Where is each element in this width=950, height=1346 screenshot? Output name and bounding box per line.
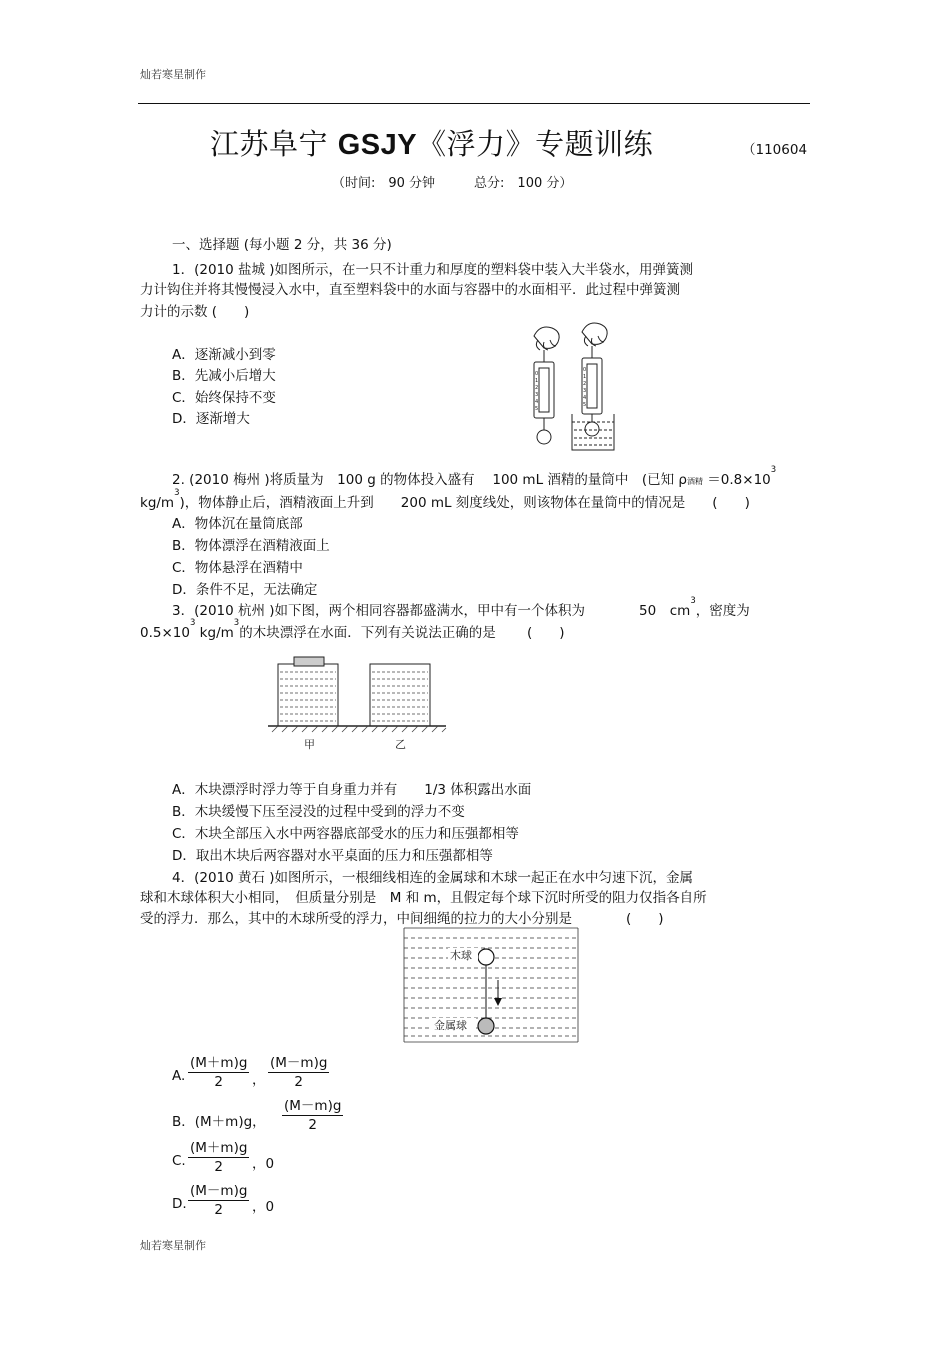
container-jia xyxy=(278,664,338,726)
q4-option-a-sep: ， xyxy=(252,1072,266,1088)
container-yi xyxy=(370,664,430,726)
q4-option-c-fraction xyxy=(188,1139,249,1176)
fraction-denominator: 2 xyxy=(294,1074,303,1090)
scale-mark: 0 xyxy=(583,367,587,373)
bag-right xyxy=(585,422,599,436)
q2-line-2 xyxy=(140,488,750,511)
scale-mark: 1 xyxy=(535,378,539,384)
scale-mark: 3 xyxy=(583,388,587,394)
page-footer: 灿若寒星制作 xyxy=(140,1239,206,1252)
q4-option-b-fraction xyxy=(282,1097,343,1134)
q1-line-2: 力计钩住并将其慢慢浸入水中，直至塑料袋中的水面与容器中的水面相平．此过程中弹簧测 xyxy=(140,282,680,298)
subtitle: （时间: 90 分钟 总分: 100 分） xyxy=(332,176,573,191)
page-header: 灿若寒星制作 xyxy=(140,68,206,81)
q4-line-1: 4．(2010 黄石 )如图所示，一根细线相连的金属球和木球一起正在水中匀速下沉，金属 xyxy=(172,870,694,886)
fraction-denominator: 2 xyxy=(214,1074,223,1090)
label-metal-ball: 金属球 xyxy=(434,1019,467,1032)
fraction-numerator: (M－m)g xyxy=(284,1098,342,1114)
wood-block xyxy=(294,657,324,666)
scale-mark: 4 xyxy=(535,399,539,405)
q3-option-c: C．木块全部压入水中两容器底部受水的压力和压强都相等 xyxy=(172,826,519,842)
q1-option-b: B．先减小后增大 xyxy=(172,368,276,384)
q4-option-c-tail: ，0 xyxy=(252,1156,275,1172)
q3-unit: kg/m xyxy=(195,625,234,641)
fraction-denominator: 2 xyxy=(214,1159,223,1175)
q1-option-c: C．始终保持不变 xyxy=(172,390,276,406)
arrow-head-icon xyxy=(494,998,502,1006)
q4-option-c-prefix: C. xyxy=(172,1153,186,1169)
q4-line-2: 球和木球体积大小相同， 但质量分别是 M 和 m，且假定每个球下沉时所受的阻力仅指各自所 xyxy=(140,890,707,906)
water-container xyxy=(572,414,614,450)
scale-mark: 4 xyxy=(583,395,587,401)
q2-unit-exponent: 3 xyxy=(174,488,180,498)
wood-ball xyxy=(478,949,494,965)
q3-line-1-text: 3．(2010 杭州 )如下图，两个相同容器都盛满水，甲中有一个体积为 50 cm xyxy=(172,603,691,619)
fraction-numerator: (M＋m)g xyxy=(190,1140,248,1156)
metal-ball xyxy=(478,1018,494,1034)
q1-line-1: 1．(2010 盐城 )如图所示，在一只不计重力和厚度的塑料袋中装入大半袋水，用弹簧测 xyxy=(172,262,694,278)
scale-mark: 2 xyxy=(535,385,539,391)
fraction-numerator: (M＋m)g xyxy=(190,1055,248,1071)
q2-line-1-tail: ＝0.8×10 xyxy=(703,472,771,488)
scale-mark: 1 xyxy=(583,374,587,380)
fraction-numerator: (M－m)g xyxy=(270,1055,328,1071)
q4-option-a-prefix: A. xyxy=(172,1068,186,1084)
q3-density-exponent: 3 xyxy=(189,618,196,628)
q4-option-a-fraction-1 xyxy=(188,1054,249,1091)
section-heading: 一、选择题 (每小题 2 分，共 36 分) xyxy=(172,237,392,253)
q3-density: 0.5×10 xyxy=(140,625,190,641)
q2-rho-subscript: 酒精 xyxy=(687,477,704,486)
title-post: 《浮力》专题训练 xyxy=(417,127,654,161)
q4-option-b-prefix: B．(M＋m)g， xyxy=(172,1114,266,1130)
page-title xyxy=(210,122,653,163)
scale-mark: 3 xyxy=(535,392,539,398)
title-bold: GSJY xyxy=(337,129,418,161)
q2-option-a: A．物体沉在量筒底部 xyxy=(172,516,303,532)
q3-line-1-tail: ，密度为 xyxy=(695,603,750,619)
q4-line-3: 受的浮力．那么，其中的木球所受的浮力，中间细绳的拉力的大小分别是 ( ) xyxy=(140,911,664,927)
scale-mark: 5 xyxy=(583,402,587,408)
q4-option-d-fraction xyxy=(188,1182,249,1219)
hand-left-icon xyxy=(534,327,559,348)
q3-option-b: B．木块缓慢下压至浸没的过程中受到的浮力不变 xyxy=(172,804,465,820)
scale-mark: 0 xyxy=(535,371,539,377)
q2-unit: kg/m xyxy=(140,495,175,511)
q4-option-d-tail: ，0 xyxy=(252,1199,275,1215)
label-yi: 乙 xyxy=(395,738,406,751)
q2-line-1-text: 2. (2010 梅州 )将质量为 100 g 的物体投入盛有 100 mL 酒精的量筒中 (已知 ρ xyxy=(172,472,688,488)
q1-line-3: 力计的示数 ( ) xyxy=(140,304,250,320)
q2-exponent: 3 xyxy=(770,465,777,475)
q1-option-a: A．逐渐减小到零 xyxy=(172,347,276,363)
q3-line-2 xyxy=(140,618,565,641)
fraction-numerator: (M－m)g xyxy=(190,1183,248,1199)
q4-balls-figure xyxy=(402,924,580,1046)
q1-option-d: D．逐渐增大 xyxy=(172,411,250,427)
q3-line-1 xyxy=(172,596,750,619)
title-pre: 江苏阜宁 xyxy=(210,127,338,161)
q2-line-2-text: )，物体静止后，酒精液面上升到 200 mL 刻度线处，则该物体在量筒中的情况是 ( ) xyxy=(179,495,750,511)
header-rule xyxy=(138,103,810,104)
fraction-denominator: 2 xyxy=(214,1202,223,1218)
label-jia: 甲 xyxy=(304,738,315,751)
q4-option-a-fraction-2 xyxy=(268,1054,329,1091)
hand-right-icon xyxy=(582,323,607,344)
bag-left xyxy=(537,430,551,444)
q2-option-c: C．物体悬浮在酒精中 xyxy=(172,560,303,576)
q3-line-2-text: 的木块漂浮在水面．下列有关说法正确的是 ( ) xyxy=(239,625,565,641)
q3-unit-exponent: 3 xyxy=(233,618,240,628)
q1-spring-scale-figure xyxy=(520,318,630,454)
scale-mark: 5 xyxy=(535,406,539,412)
q3-exponent: 3 xyxy=(690,596,696,606)
q2-option-d: D．条件不足，无法确定 xyxy=(172,582,318,598)
q3-option-d: D．取出木块后两容器对水平桌面的压力和压强都相等 xyxy=(172,848,493,864)
q4-option-d-prefix: D. xyxy=(172,1196,187,1212)
fraction-denominator: 2 xyxy=(308,1117,317,1133)
title-code: （110604 xyxy=(742,142,808,158)
q3-containers-figure xyxy=(266,654,448,752)
q2-option-b: B．物体漂浮在酒精液面上 xyxy=(172,538,330,554)
q3-option-a: A．木块漂浮时浮力等于自身重力并有 1/3 体积露出水面 xyxy=(172,782,532,798)
label-wood-ball: 木球 xyxy=(450,949,472,962)
scale-mark: 2 xyxy=(583,381,587,387)
q2-line-1 xyxy=(172,465,777,488)
